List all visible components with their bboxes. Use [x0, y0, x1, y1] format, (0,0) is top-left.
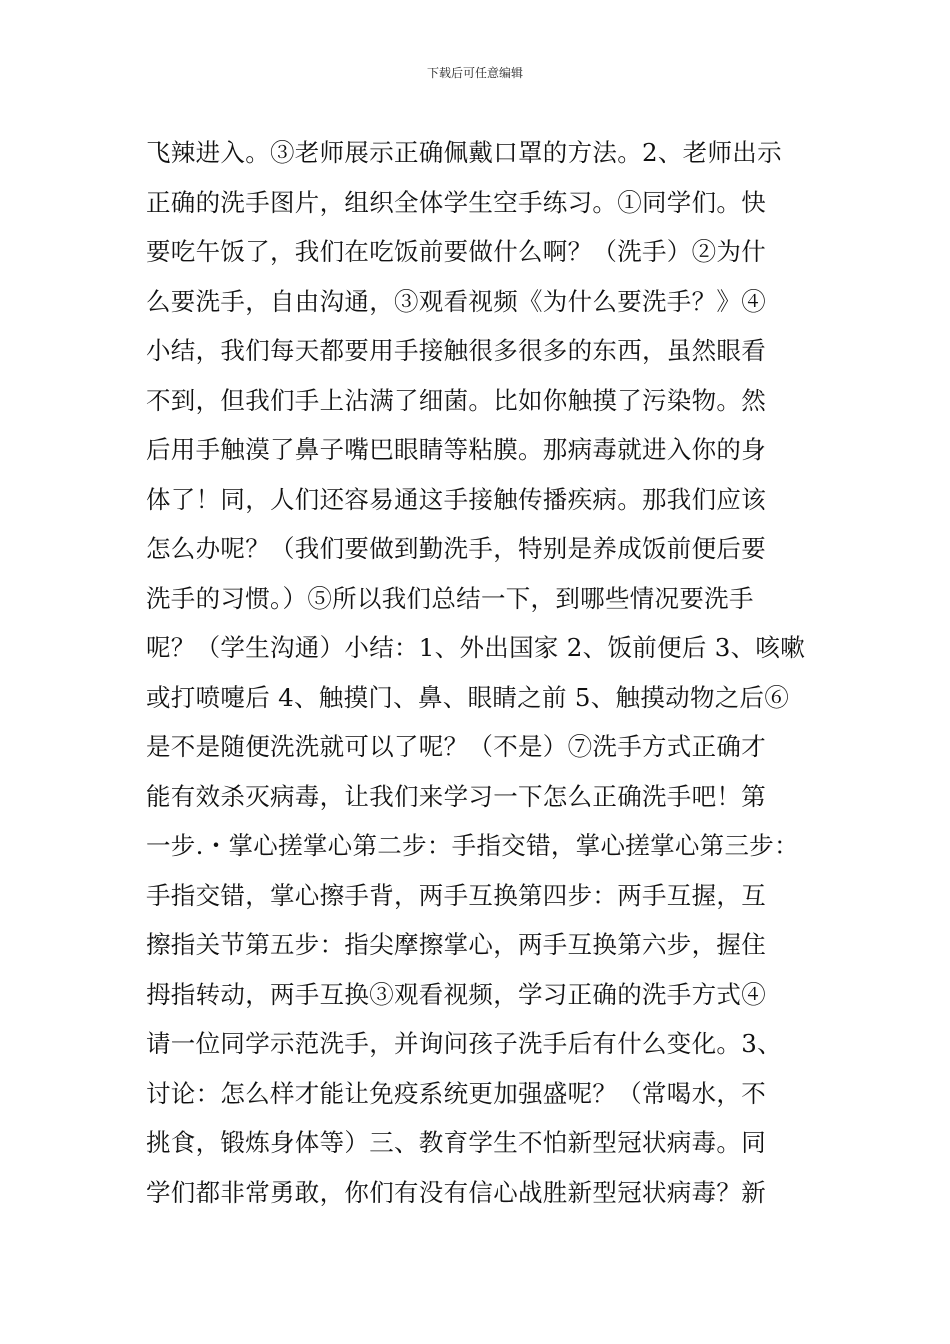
text-line-14: 能有效杀灭病毒，让我们来学习一下怎么正确洗手吧！第	[146, 781, 766, 811]
text-line-10: 洗手的习惯。）⑤所以我们总结一下，到哪些情况要洗手	[146, 583, 754, 613]
text-line-1: 飞辣进入。③老师展示正确佩戴口罩的方法。2、老师出示	[146, 138, 782, 167]
text-line-3: 要吃午饭了，我们在吃饭前要做什么啊？（洗手）②为什	[146, 237, 766, 266]
text-line-8: 体了！同，人们还容易通这手接触传播疾病。那我们应该	[146, 484, 766, 514]
document-body	[146, 128, 806, 1217]
text-line-6: 不到，但我们手上沾满了细菌。比如你触摸了污染物。然	[146, 385, 766, 415]
text-line-15: 一步.・掌心搓掌心第二步：手指交错，掌心搓掌心第三步：	[146, 831, 799, 860]
text-line-11: 呢？（学生沟通）小结：1、外出国家 2、饭前便后 3、咳嗽	[146, 633, 806, 662]
text-line-18: 拇指转动，两手互换③观看视频，学习正确的洗手方式④	[146, 979, 766, 1009]
text-line-16: 手指交错，掌心擦手背，两手互换第四步：两手互握，互	[146, 880, 766, 910]
text-line-21: 挑食，锻炼身体等）三、教育学生不怕新型冠状病毒。同	[146, 1128, 766, 1157]
text-line-22: 学们都非常勇敢，你们有没有信心战胜新型冠状病毒？新	[146, 1177, 766, 1207]
text-line-7: 后用手触漠了鼻子嘴巴眼睛等粘膜。那病毒就进入你的身	[146, 435, 766, 464]
text-line-4: 么要洗手，自由沟通，③观看视频《为什么要洗手？》④	[146, 286, 766, 316]
text-line-19: 请一位同学示范洗手，并询问孩子洗手后有什么变化。3、	[146, 1029, 782, 1058]
text-line-12: 或打喷嚏后 4、触摸门、鼻、眼睛之前 5、触摸动物之后⑥	[146, 682, 790, 712]
text-line-17: 擦指关节第五步：指尖摩擦掌心，两手互换第六步，握住	[146, 930, 766, 959]
text-line-13: 是不是随便洗洗就可以了呢？（不是）⑦洗手方式正确才	[146, 732, 766, 761]
page-header-note: 下载后可任意编辑	[426, 66, 523, 80]
text-line-2: 正确的洗手图片，组织全体学生空手练习。①同学们。快	[146, 187, 766, 217]
text-line-5: 小结，我们每天都要用手接触很多很多的东西，虽然眼看	[146, 336, 766, 365]
text-line-20: 讨论：怎么样才能让免疫系统更加强盛呢？（常喝水，不	[146, 1078, 766, 1108]
text-line-9: 怎么办呢？（我们要做到勤洗手，特别是养成饭前便后要	[146, 534, 766, 563]
